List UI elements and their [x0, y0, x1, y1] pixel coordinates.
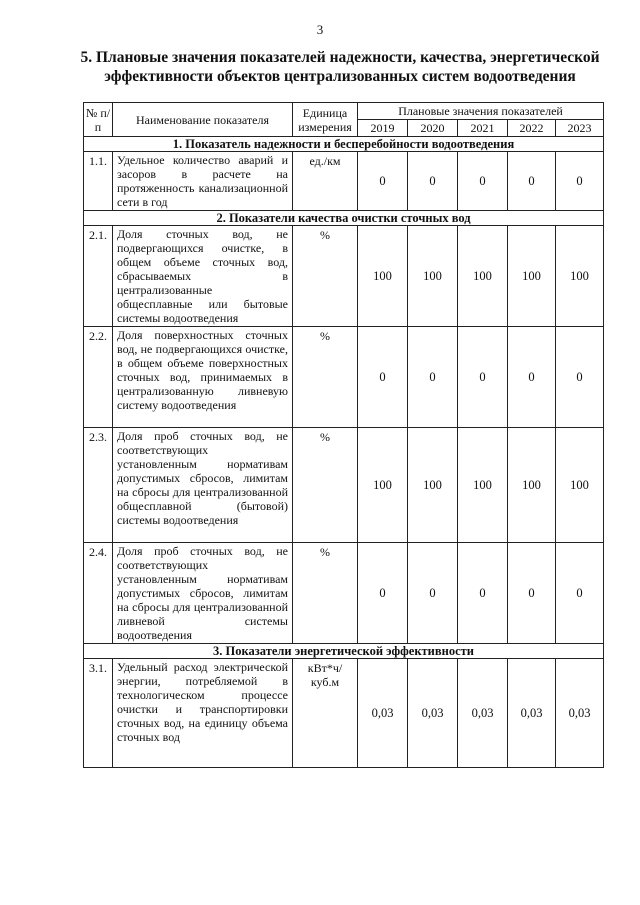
row-value: 0 [408, 152, 458, 211]
row-unit: кВт*ч/ куб.м [293, 659, 358, 768]
row-unit: % [293, 428, 358, 543]
table-row [84, 543, 604, 644]
row-value: 0,03 [508, 659, 556, 768]
row-indicator-name: Доля проб сточных вод, не соответствующих установленным нормативам допустимых сбросов, лимитам на сбросы для централизованной ливневой системы водоотведения [113, 543, 293, 644]
row-indicator-name: Удельное количество аварий и засоров в расчете на протяженность канализационной сети в год [113, 152, 293, 211]
section-row [84, 211, 604, 226]
row-value: 0 [408, 327, 458, 428]
header-year: 2020 [408, 120, 458, 137]
row-value: 100 [556, 428, 604, 543]
row-value: 0 [358, 543, 408, 644]
indicators-table [83, 102, 604, 768]
header-name: Наименование показателя [113, 103, 293, 137]
header-year: 2021 [458, 120, 508, 137]
table-row [84, 428, 604, 543]
row-value: 0,03 [408, 659, 458, 768]
row-value: 0 [556, 543, 604, 644]
section-row [84, 644, 604, 659]
row-value: 0 [458, 152, 508, 211]
row-value: 100 [458, 226, 508, 327]
row-indicator-name: Доля поверхностных сточных вод, не подвергающихся очистке, в общем объеме поверхностных сточных вод, принимаемых в централизованную ливневую систему водоотведения [113, 327, 293, 428]
row-value: 0 [458, 543, 508, 644]
section-title: 3. Показатели энергетической эффективности [84, 644, 604, 659]
row-number: 2.4. [84, 543, 113, 644]
header-year: 2019 [358, 120, 408, 137]
row-number: 2.2. [84, 327, 113, 428]
row-value: 100 [508, 428, 556, 543]
row-value: 0 [458, 327, 508, 428]
row-value: 0 [508, 152, 556, 211]
table-row [84, 659, 604, 768]
row-value: 0,03 [556, 659, 604, 768]
row-value: 0 [358, 327, 408, 428]
row-unit: % [293, 226, 358, 327]
row-indicator-name: Удельный расход электрической энергии, потребляемой в технологическом процессе очистки и транспортировки сточных вод, на единицу объема сточных вод [113, 659, 293, 768]
row-number: 1.1. [84, 152, 113, 211]
row-unit: ед./км [293, 152, 358, 211]
row-value: 100 [458, 428, 508, 543]
header-year: 2023 [556, 120, 604, 137]
row-indicator-name: Доля сточных вод, не подвергающихся очистке, в общем объеме сточных вод, сбрасываемых в централизованные общесплавные или бытовые системы водоотведения [113, 226, 293, 327]
header-plan: Плановые значения показателей [358, 103, 604, 120]
row-value: 100 [556, 226, 604, 327]
row-number: 3.1. [84, 659, 113, 768]
header-num: № п/п [84, 103, 113, 137]
header-row [84, 103, 604, 120]
row-value: 100 [358, 428, 408, 543]
row-value: 0 [408, 543, 458, 644]
row-value: 100 [508, 226, 556, 327]
row-unit: % [293, 327, 358, 428]
row-value: 0,03 [458, 659, 508, 768]
row-number: 2.1. [84, 226, 113, 327]
row-value: 0 [508, 327, 556, 428]
row-unit: % [293, 543, 358, 644]
row-value: 100 [358, 226, 408, 327]
document-title: 5. Плановые значения показателей надежности, качества, энергетической эффективности объектов централизованных систем водоотведения [80, 49, 600, 85]
row-value: 0 [556, 152, 604, 211]
table-row [84, 327, 604, 428]
header-unit: Единица измерения [293, 103, 358, 137]
row-value: 0 [358, 152, 408, 211]
table-row [84, 152, 604, 211]
row-value: 100 [408, 428, 458, 543]
row-value: 0 [508, 543, 556, 644]
page-number: 3 [316, 22, 324, 37]
row-indicator-name: Доля проб сточных вод, не соответствующих установленным нормативам допустимых сбросов, лимитам на сбросы для централизованной общесплавной (бытовой) системы водоотведения [113, 428, 293, 543]
row-value: 100 [408, 226, 458, 327]
section-title: 2. Показатели качества очистки сточных вод [84, 211, 604, 226]
row-value: 0,03 [358, 659, 408, 768]
section-title: 1. Показатель надежности и бесперебойности водоотведения [84, 137, 604, 152]
section-row [84, 137, 604, 152]
row-number: 2.3. [84, 428, 113, 543]
table-row [84, 226, 604, 327]
row-value: 0 [556, 327, 604, 428]
header-year: 2022 [508, 120, 556, 137]
